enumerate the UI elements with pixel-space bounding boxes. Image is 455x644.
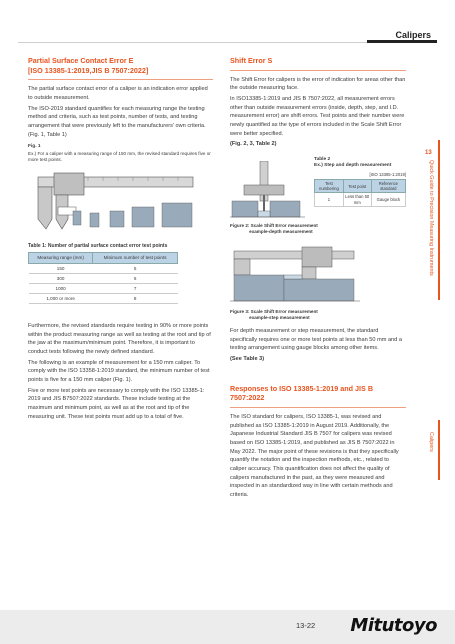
- side-accent-bar-2: [438, 420, 440, 480]
- table2-header-point: Test point: [343, 180, 371, 193]
- table1-test-points: [28, 252, 178, 304]
- section-side-label: Calipers: [428, 432, 434, 452]
- table-cell: 1: [315, 193, 344, 206]
- table2-header-numbering: Test numbering: [315, 180, 344, 193]
- responses-paragraph: The ISO standard for calipers, ISO 13385-1, was revised and published as ISO 13385-1:2019 in August 2019. Additionally, the Japanese Industrial Standard JIS B 7507 for calipers was revised based on ISO 13385-1:2019, and published as JIS B 7507:2022 in May 2022. The major point of these revisions is that they specifically quantify the notation and the inspection methods, etc., related to caliper accuracy. This quantification does not affect the quality of calipers manufactured in the past, as they were measured and inspected in an standardized way in line with certain methods and criteria.: [230, 413, 399, 498]
- table-cell: 1000: [29, 283, 93, 293]
- side-accent-bar: [438, 140, 440, 300]
- section-title-responses: Responses to ISO 13385-1:2019 and JIS B 7507:2022: [230, 384, 406, 408]
- table1-title: Table 1: Number of partial surface contact error test points: [28, 242, 168, 249]
- table-cell: 150: [29, 263, 93, 273]
- table2-block: [314, 157, 406, 207]
- table2-standard: [ISO 13385-1:2019]: [369, 171, 406, 177]
- table-row: [29, 293, 178, 303]
- shift-paragraph-3: (Fig. 2, 3, Table 2): [230, 141, 277, 148]
- body-paragraph-1: Furthermore, the revised standards require testing in 90% or more points within the product measuring range as well as testing at the root and tip of the jaw at the maximum/minimum point. Therefore, it is important to conduct tests following the newly defined standard.: [28, 323, 211, 355]
- figure2-caption: Figure 2: Scale Shift Error measurement example-depth measurement: [230, 222, 318, 234]
- table-cell: 7: [93, 283, 178, 293]
- table-cell: 5: [93, 263, 178, 273]
- table-cell: 300: [29, 273, 93, 283]
- table-cell: 1,000 or more: [29, 293, 93, 303]
- intro-paragraph-1: The partial surface contact error of a caliper is an indication error applied to outside measurement.: [28, 86, 208, 102]
- table-cell: Less than 50 mm: [345, 194, 370, 205]
- table-cell: 6: [93, 273, 178, 283]
- mitutoyo-logo: Mitutoyo: [350, 615, 437, 636]
- depth-reference: (See Table 3): [230, 355, 265, 362]
- table-row: [29, 273, 178, 283]
- table-row: [29, 263, 178, 273]
- left-body: [28, 322, 213, 421]
- left-column: [28, 56, 213, 423]
- fig1-note: Ex.) For a caliper with a measuring range of 150 mm, the revised standard requires five or more test points.: [28, 150, 211, 162]
- body-paragraph-2: The following is an example of measurement for a 150 mm caliper. To comply with the ISO 13358-1:2019 standard, the minimum number of test points is five for a 150 mm caliper (Fig. 1).: [28, 359, 210, 383]
- table1-header-points: Minimum number of test points: [93, 253, 178, 263]
- fig1-label: Fig. 1: [28, 144, 41, 150]
- table-row: [29, 283, 178, 293]
- section-title-shift-error: Shift Error S: [230, 56, 406, 71]
- header-rule-accent: [367, 40, 437, 43]
- depth-measurement-illustration: [230, 161, 305, 221]
- page-header-title: Calipers: [395, 30, 431, 40]
- page-number: 13-22: [296, 621, 316, 630]
- table2-title: Table 2 Ex.) Step and depth measurement: [314, 156, 392, 169]
- right-column: [230, 56, 406, 502]
- caliper-illustration: [28, 167, 203, 237]
- table-cell: Gauge block: [371, 193, 405, 206]
- intro-paragraph-2: The ISO-2019 standard quantifies for each measuring range the testing method and criteria, such as test points, number of tests, and testing arrangement that were previously left to the manufacturers' own criteria. (Fig. 1, Table 1): [28, 105, 206, 138]
- table-row: [315, 193, 406, 206]
- shift-paragraph-2: In ISO13385-1:2019 and JIS B 7507:2022, all measurement errors other than outside measurement errors (inside, depth, step, and I.D. measurement error) are shift errors. Test points and their number were newly quantified as the type of errors included in the Scale Shift Error were better specified.: [230, 96, 405, 137]
- shift-paragraph-1: The Shift Error for calipers is the error of indication for areas other than the outside measuring face.: [230, 76, 406, 92]
- chapter-label: Quick Guide to Precision Measuring Instruments: [428, 160, 434, 276]
- table2-step-depth: [314, 179, 406, 206]
- body-paragraph-3: Five or more test points are necessary to comply with the ISO 13385-1: 2019 and JIS B7507:2022 standards. These include testing at the maximum and minimum point, as well as at the root and tip of the measuring unit. These test points must add up to a total of five.: [28, 387, 205, 420]
- responses-section: [230, 384, 406, 500]
- table-cell: 8: [93, 293, 178, 303]
- table1-header-range: Measuring range (mm): [29, 253, 93, 263]
- section-title-partial-surface: [28, 56, 213, 80]
- step-measurement-illustration: [230, 245, 360, 307]
- depth-paragraph: For depth measurement or step measurement, the standard specifically requires one or more test points at less than 50 mm and a testing arrangement using gauge blocks among other items.: [230, 327, 402, 352]
- chapter-number: 13: [425, 150, 432, 156]
- table2-header-reference: Reference standard: [371, 180, 405, 193]
- section-title-text: Partial Surface Contact Error E [ISO 13385-1:2019,JIS B 7507:2022]: [28, 56, 149, 75]
- figure3-caption: Figure 3: Scale Shift Error measurement example-step measurement: [230, 308, 318, 320]
- figure2-block: [230, 153, 406, 239]
